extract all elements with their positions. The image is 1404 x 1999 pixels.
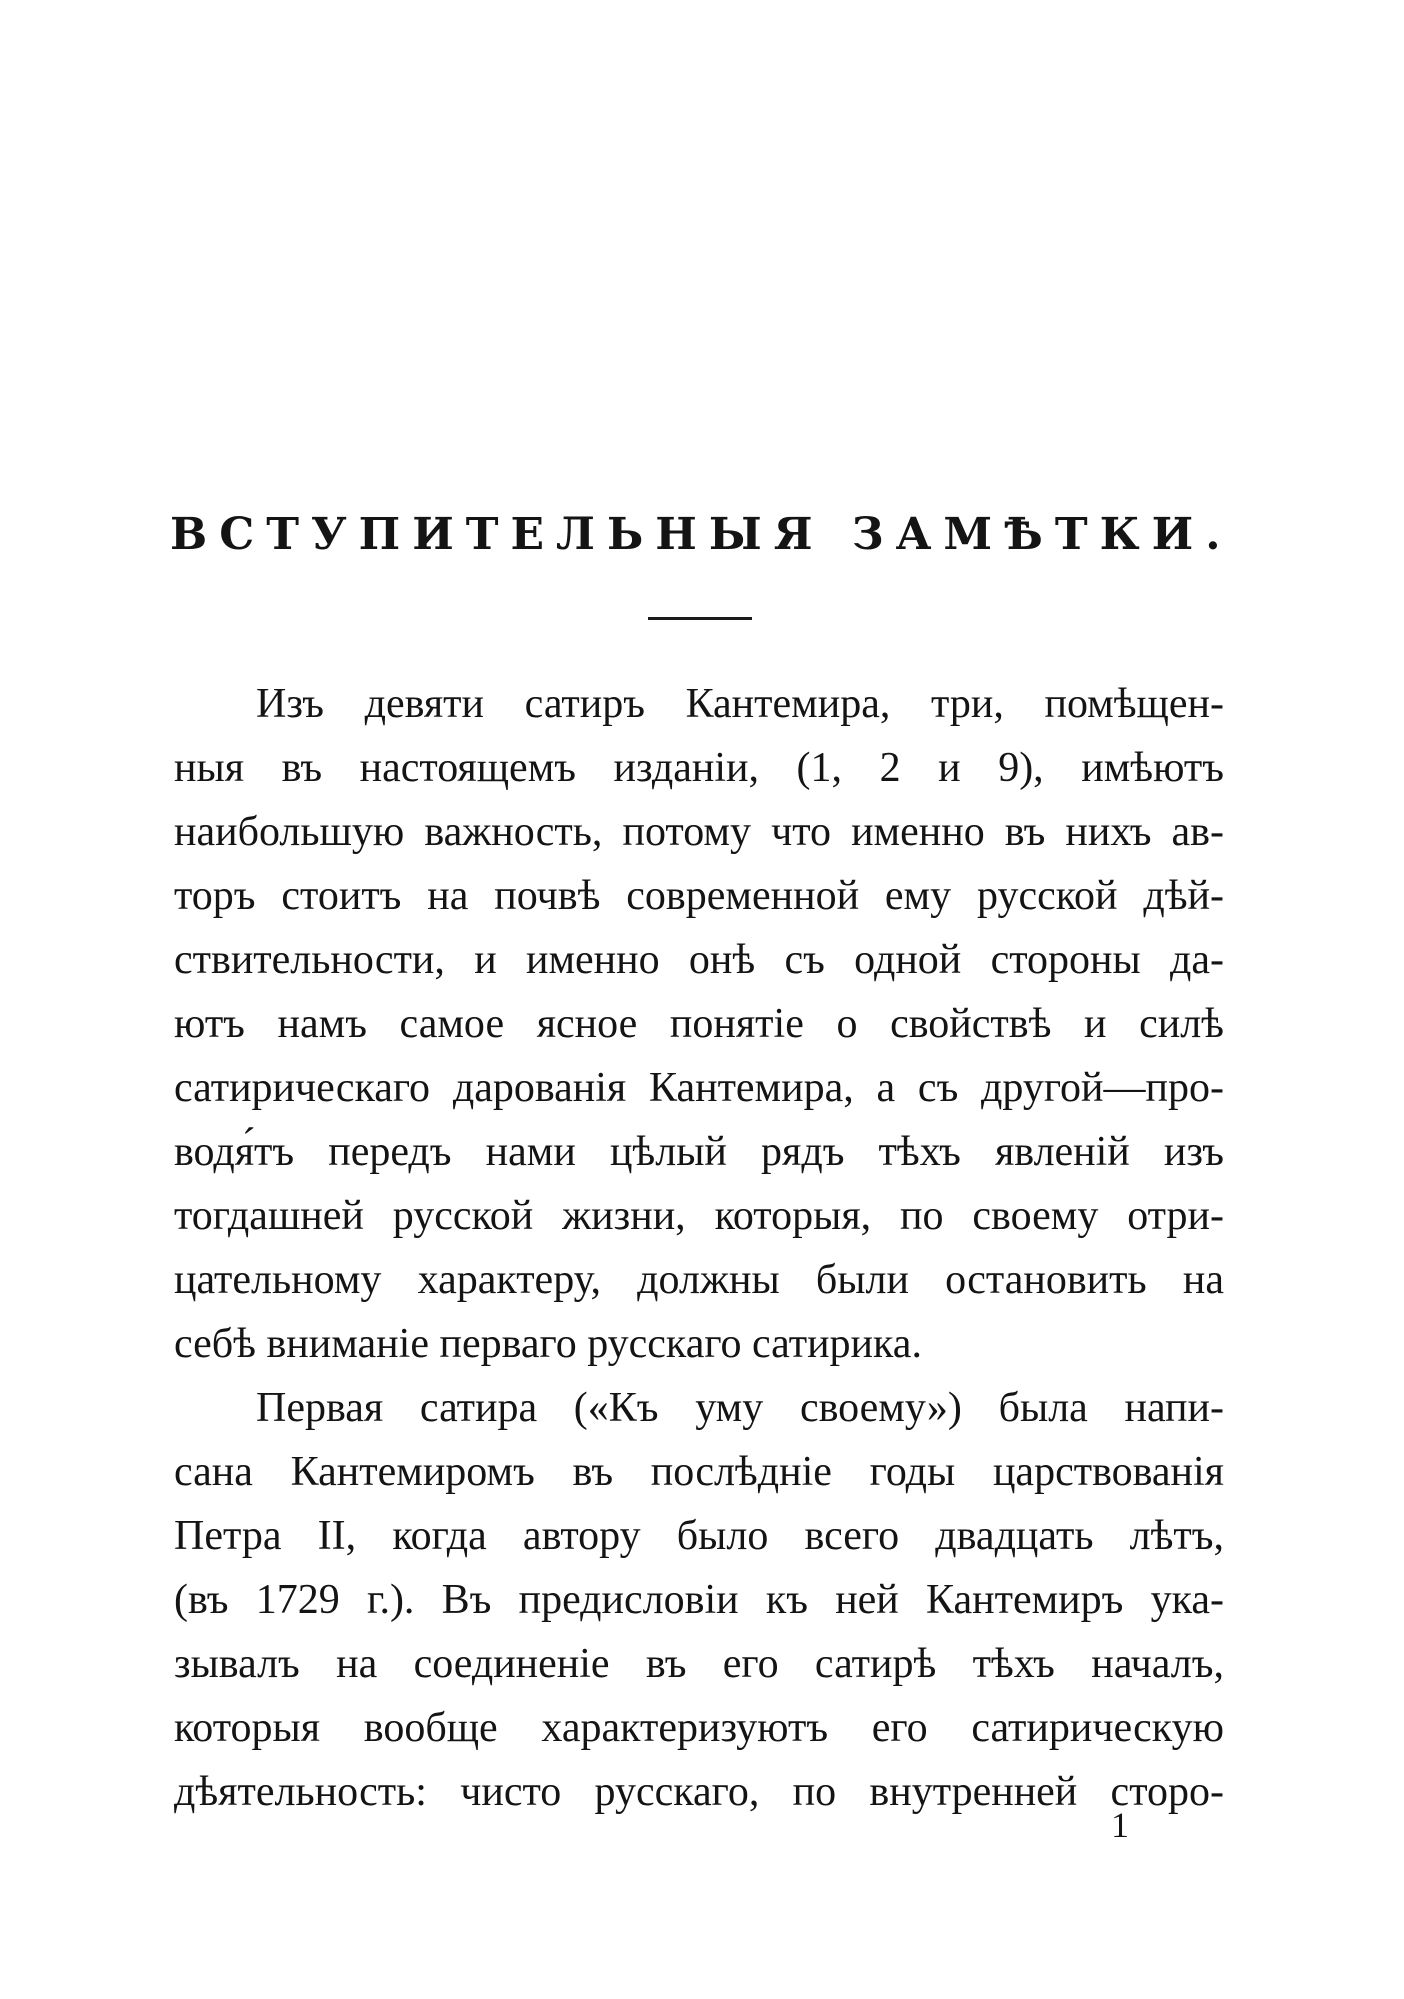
- text-line: Петра II, когда автору было всего двадцать лѣтъ,: [174, 1513, 1224, 1559]
- text-line: торъ стоитъ на почвѣ современной ему русской дѣй-: [174, 873, 1224, 919]
- text-line: себѣ вниманіе перваго русскаго сатирика.: [174, 1321, 922, 1367]
- text-line: (въ 1729 г.). Въ предисловіи къ ней Кантемиръ ука-: [174, 1577, 1224, 1623]
- text-line: которыя вообще характеризуютъ его сатирическую: [174, 1705, 1224, 1751]
- chapter-title: ВСТУПИТЕЛЬНЫЯ ЗАМѢТКИ.: [170, 509, 1233, 560]
- page-number: 1: [1111, 1805, 1129, 1845]
- text-line: Первая сатира («Къ уму своему») была напи-: [256, 1385, 1224, 1431]
- text-line: ствительности, и именно онѣ съ одной стороны да-: [174, 937, 1224, 983]
- text-line: тогдашней русской жизни, которыя, по своему отри-: [174, 1193, 1224, 1239]
- text-line: наибольшую важность, потому что именно въ нихъ ав-: [174, 809, 1224, 855]
- title-rule: [648, 617, 752, 620]
- text-line: водя́тъ передъ нами цѣлый рядъ тѣхъ явленій изъ: [174, 1129, 1224, 1175]
- text-line: ютъ намъ самое ясное понятіе о свойствѣ и силѣ: [174, 1001, 1224, 1047]
- text-line: сана Кантемиромъ въ послѣдніе годы царствованія: [174, 1449, 1224, 1495]
- text-line: дѣятельность: чисто русскаго, по внутренней сторо-: [174, 1769, 1224, 1815]
- text-line: зывалъ на соединеніе въ его сатирѣ тѣхъ началъ,: [174, 1641, 1224, 1687]
- text-line: Изъ девяти сатиръ Кантемира, три, помѣщен-: [256, 681, 1224, 727]
- text-line: сатирическаго дарованія Кантемира, а съ другой—про-: [174, 1065, 1224, 1111]
- text-line: ныя въ настоящемъ изданіи, (1, 2 и 9), имѣютъ: [174, 745, 1224, 791]
- text-line: цательному характеру, должны были остановить на: [174, 1257, 1224, 1303]
